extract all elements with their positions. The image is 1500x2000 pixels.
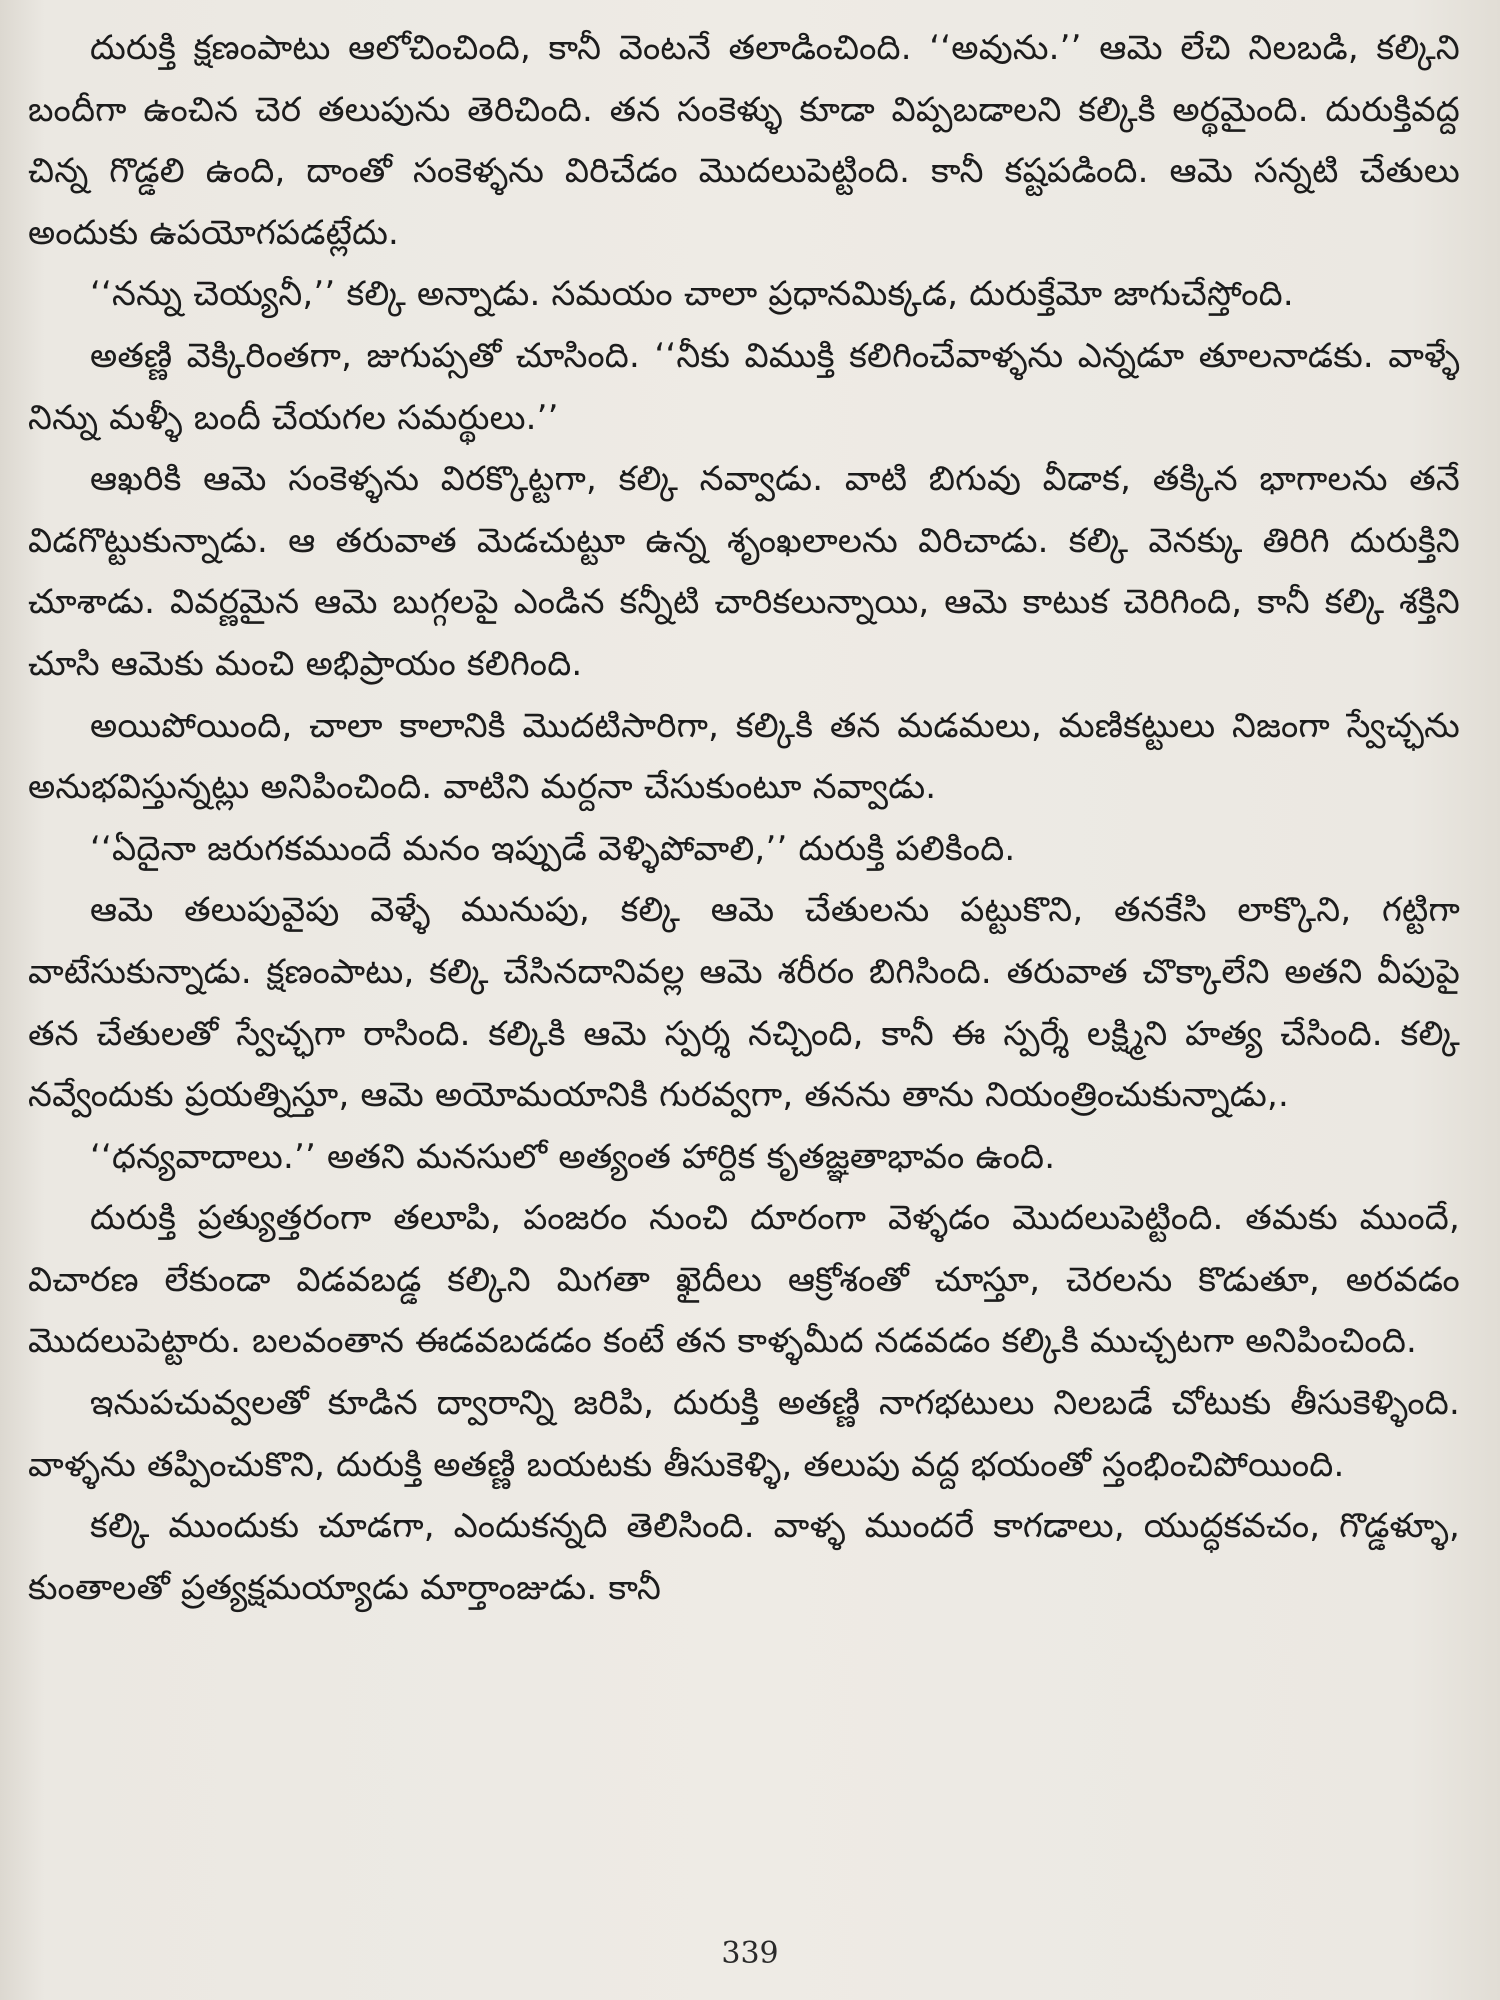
paragraph-3: అతణ్ణి వెక్కిరింతగా, జుగుప్సతో చూసింది. ‘‘నీకు విముక్తి కలిగించేవాళ్ళను ఎన్నడూ తూలనాడకు. వాళ్ళే నిన్ను మళ్ళీ బందీ చేయగల సమర్థులు.’’ — [28, 335, 1460, 438]
paragraph-2: ‘‘నన్ను చెయ్యనీ,’’ కల్కి అన్నాడు. సమయం చాలా ప్రధానమిక్కడ, దురుక్తేమో జాగుచేస్తోంది. — [90, 274, 1294, 315]
page-number: 339 — [721, 1936, 779, 1971]
paragraph-5: అయిపోయింది, చాలా కాలానికి మొదటిసారిగా, కల్కికి తన మడమలు, మణికట్టులు నిజంగా స్వేచ్ఛను అనుభవిస్తున్నట్లు అనిపించింది. వాటిని మర్దనా చేసుకుంటూ నవ్వాడు. — [28, 705, 1460, 808]
paragraph-6: ‘‘ఏదైనా జరుగకముందే మనం ఇప్పుడే వెళ్ళిపోవాలి,’’ దురుక్తి పలికింది. — [90, 828, 1016, 869]
paragraph-10: ఇనుపచువ్వలతో కూడిన ద్వారాన్ని జరిపి, దురుక్తి అతణ్ణి నాగభటులు నిలబడే చోటుకు తీసుకెళ్ళింది. వాళ్ళను తప్పించుకొని, దురుక్తి అతణ్ణి బయటకు తీసుకెళ్ళి, తలుపు వద్ద భయంతో స్తంభించిపోయింది. — [28, 1383, 1460, 1485]
body-text — [28, 18, 1460, 1619]
paragraph-8: ‘‘ధన్యవాదాలు.’’ అతని మనసులో అత్యంత హార్దిక కృతజ్ఞతాభావం ఉంది. — [90, 1136, 1056, 1177]
paragraph-4: ఆఖరికి ఆమె సంకెళ్ళను విరక్కొట్టగా, కల్కి నవ్వాడు. వాటి బిగువు వీడాక, తక్కిన భాగాలను తనే విడగొట్టుకున్నాడు. ఆ తరువాత మెడచుట్టూ ఉన్న శృంఖలాలను విరిచాడు. కల్కి వెనక్కు తిరిగి దురుక్తిని చూశాడు. వివర్ణమైన ఆమె బుగ్గలపై ఎండిన కన్నీటి చారికలున్నాయి, ఆమె కాటుక చెరిగింది, కానీ కల్కి శక్తిని చూసి ఆమెకు మంచి అభిప్రాయం కలిగింది. — [28, 459, 1460, 684]
paragraph-1: దురుక్తి క్షణంపాటు ఆలోచించింది, కానీ వెంటనే తలాడించింది. ‘‘అవును.’’ ఆమె లేచి నిలబడి, కల్కిని బందీగా ఉంచిన చెర తలుపును తెరిచింది. తన సంకెళ్ళు కూడా విప్పబడాలని కల్కికి అర్థమైంది. దురుక్తివద్ద చిన్న గొడ్డలి ఉంది, దాంతో సంకెళ్ళను విరిచేడం మొదలుపెట్టింది. కానీ కష్టపడింది. ఆమె సన్నటి చేతులు అందుకు ఉపయోగపడట్లేదు. — [28, 28, 1460, 253]
paragraph-11: కల్కి ముందుకు చూడగా, ఎందుకన్నది తెలిసింది. వాళ్ళ ముందరే కాగడాలు, యుద్ధకవచం, గొడ్డళ్ళూ, కుంతాలతో ప్రత్యక్షమయ్యాడు మార్తాంజుడు. కానీ — [28, 1506, 1460, 1608]
paragraph-9: దురుక్తి ప్రత్యుత్తరంగా తలూపి, పంజరం నుంచి దూరంగా వెళ్ళడం మొదలుపెట్టింది. తమకు ముందే, విచారణ లేకుండా విడవబడ్డ కల్కిని మిగతా ఖైదీలు ఆక్రోశంతో చూస్తూ, చెరలను కొడుతూ, అరవడం మొదలుపెట్టారు. బలవంతాన ఈడవబడడం కంటే తన కాళ్ళమీద నడవడం కల్కికి ముచ్చటగా అనిపించింది. — [28, 1198, 1460, 1362]
paragraph-7: ఆమె తలుపువైపు వెళ్ళే మునుపు, కల్కి ఆమె చేతులను పట్టుకొని, తనకేసి లాక్కొని, గట్టిగా వాటేసుకున్నాడు. క్షణంపాటు, కల్కి చేసినదానివల్ల ఆమె శరీరం బిగిసింది. తరువాత చొక్కాలేని అతని వీపుపై తన చేతులతో స్వేచ్ఛగా రాసింది. కల్కికి ఆమె స్పర్శ నచ్చింది, కానీ ఈ స్పర్శే లక్ష్మిని హత్య చేసింది. కల్కి నవ్వేందుకు ప్రయత్నిస్తూ, ఆమె అయోమయానికి గురవ్వగా, తనను తాను నియంత్రించుకున్నాడు,. — [28, 890, 1460, 1116]
